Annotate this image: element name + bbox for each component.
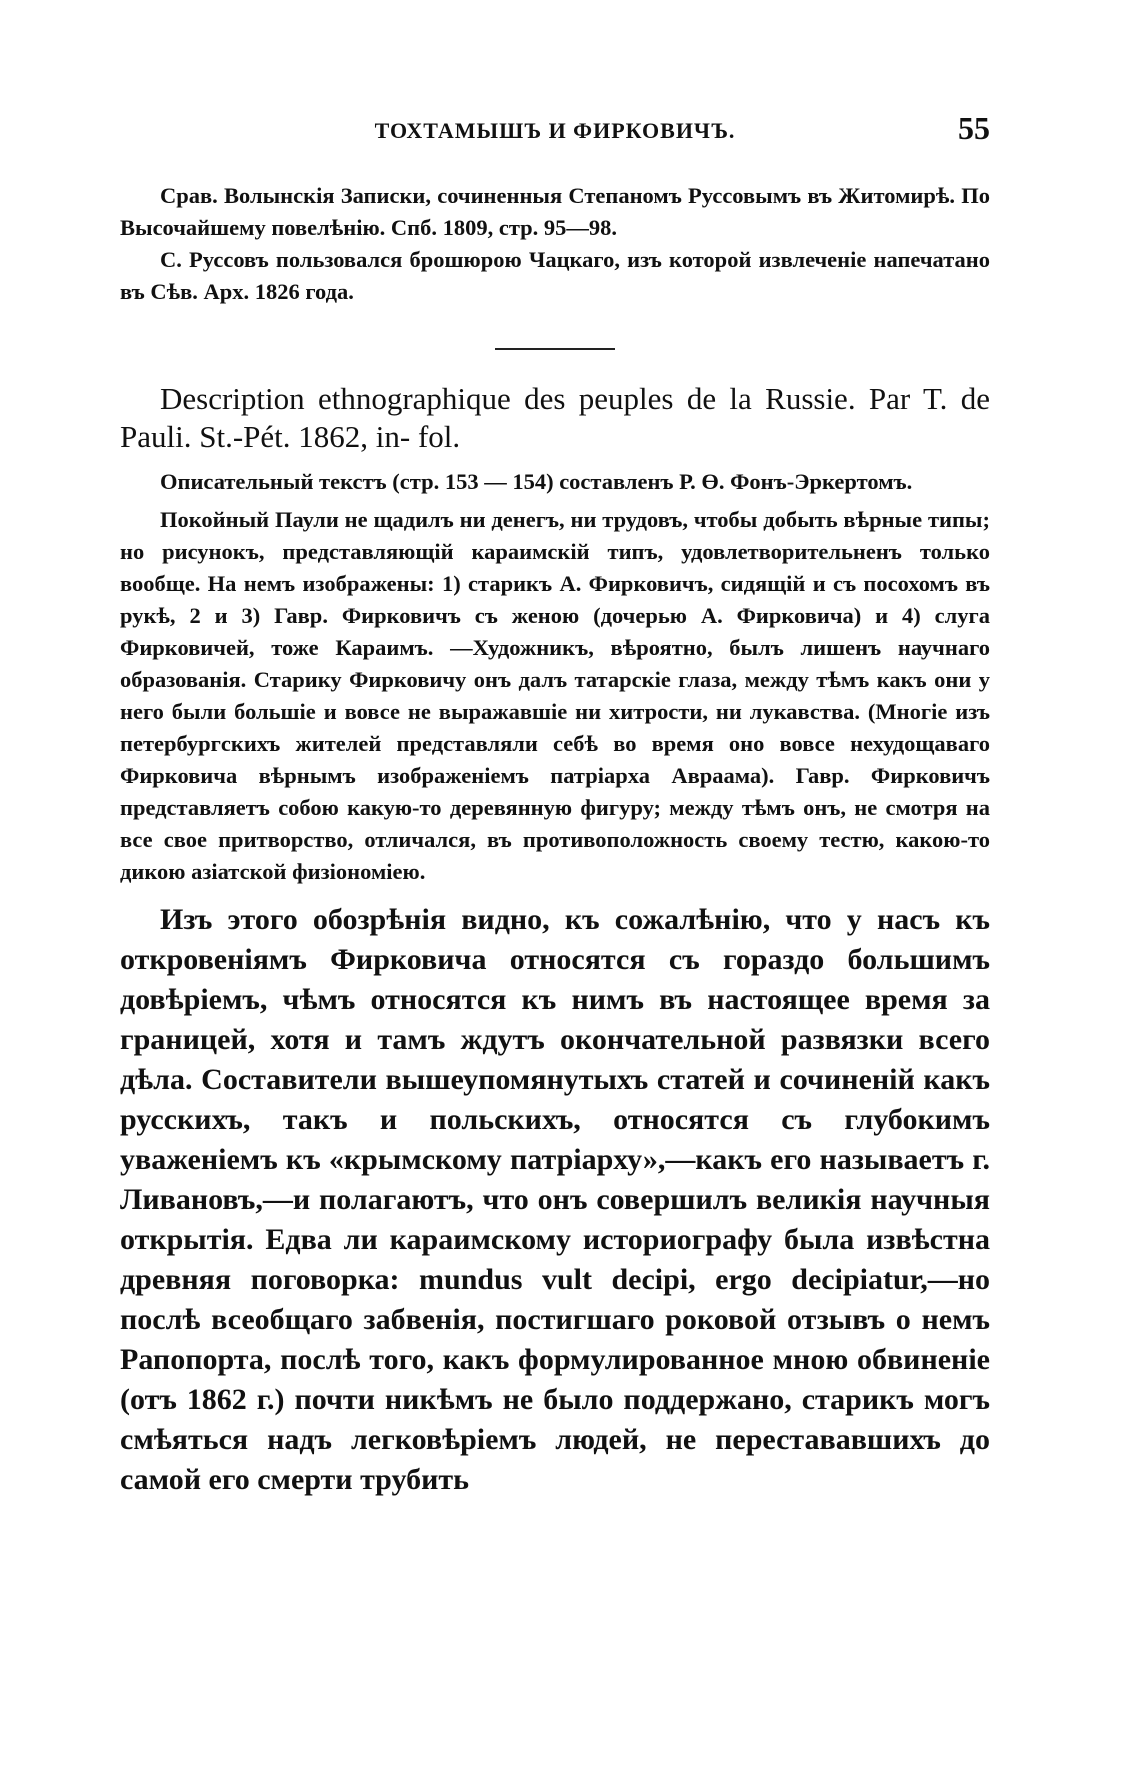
note-paragraph-1: Срав. Волынскія Записки, сочиненныя Степаномъ Руссовымъ въ Житомирѣ. По Высочайшему повелѣнію. Спб. 1809, стр. 95—98.: [120, 183, 990, 240]
running-header: [120, 110, 990, 150]
page-number: 55: [958, 110, 990, 146]
running-title: ТОХТАМЫШЪ И ФИРКОВИЧЪ.: [374, 118, 736, 143]
section-separator: [495, 348, 615, 350]
entry-title: Description ethnographique des peuples de la Russie. Par T. de Pauli. St.-Pét. 1862, in- fol.: [120, 381, 990, 454]
note-paragraph-2: С. Руссовъ пользовался брошюрою Чацкаго, изъ которой извлеченіе напечатано въ Сѣв. Арх. 1826 года.: [120, 247, 990, 304]
reference-note: [120, 180, 990, 308]
main-paragraph: Изъ этого обозрѣнія видно, къ сожалѣнію, что у насъ къ откровеніямъ Фирковича относятся съ гораздо большимъ довѣріемъ, чѣмъ относятся къ нимъ въ настоящее время за границей, хотя и тамъ ждутъ окончательной развязки всего дѣла. Составители вышеупомянутыхъ статей и сочиненій какъ русскихъ, такъ и польскихъ, относятся съ глубокимъ уваженіемъ къ «крымскому патріарху»,—какъ его называетъ г. Ливановъ,—и полагаютъ, что онъ совершилъ великія научныя открытія. Едва ли караимскому историографу была извѣстна древняя поговорка: mundus vult decipi, ergo decipiatur,—но послѣ всеобщаго забвенія, постигшаго роковой отзывъ о немъ Рапопорта, послѣ того, какъ формулированное мною обвиненіе (отъ 1862 г.) почти никѣмъ не было поддержано, старикъ могъ смѣяться надъ легковѣріемъ людей, не перестававшихъ до самой его смерти трубить: [120, 903, 990, 1496]
entry-paragraph-1: Описательный текстъ (стр. 153 — 154) составленъ Р. Ө. Фонъ-Эркертомъ.: [160, 469, 913, 494]
bibliography-entry: [120, 380, 990, 888]
book-page: [120, 110, 990, 1500]
entry-paragraph-2: Покойный Паули не щадилъ ни денегъ, ни трудовъ, чтобы добыть вѣрные типы; но рисунокъ, представляющій караимскій типъ, удовлетворительненъ только вообще. На немъ изображены: 1) старикъ А. Фирковичъ, сидящій и съ посохомъ въ рукѣ, 2 и 3) Гавр. Фирковичъ съ женою (дочерью А. Фирковича) и 4) слуга Фирковичей, тоже Караимъ. —Художникъ, вѣроятно, былъ лишенъ научнаго образованія. Старику Фирковичу онъ далъ татарскіе глаза, между тѣмъ какъ они у него были большіе и вовсе не выражавшіе ни хитрости, ни лукавства. (Многіе изъ петербургскихъ жителей представляли себѣ во время оно вовсе нехудощаваго Фирковича вѣрнымъ изображеніемъ патріарха Авраама). Гавр. Фирковичъ представляетъ собою какую-то деревянную фигуру; между тѣмъ онъ, не смотря на все свое притворство, отличался, въ противоположность своему тестю, какою-то дикою азіатской физіономіею.: [120, 507, 990, 884]
